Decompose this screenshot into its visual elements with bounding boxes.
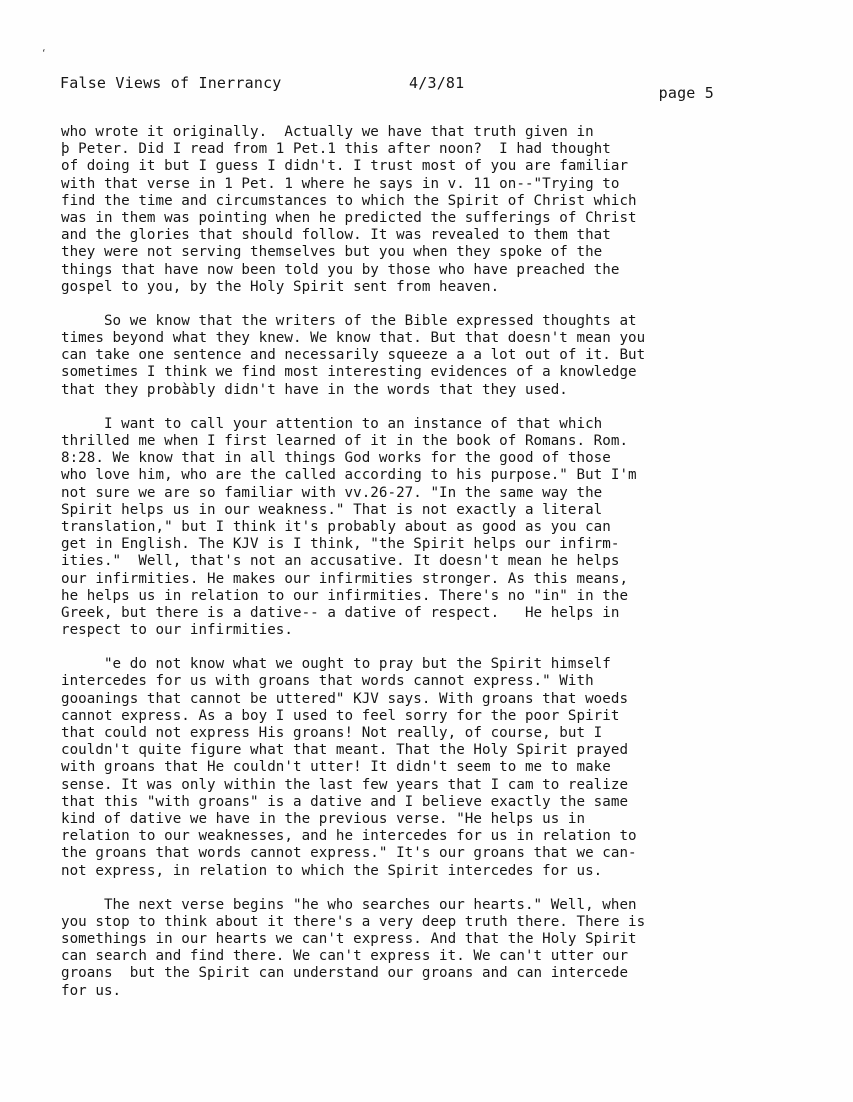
paragraph	[61, 656, 801, 879]
text-line: ities." Well, that's not an accusative. It doesn't mean he helps	[61, 553, 620, 570]
paragraph	[61, 897, 801, 1000]
document-date: 4/3/81	[409, 74, 465, 92]
paragraph	[61, 313, 801, 399]
text-line: our infirmities. He makes our infirmities stronger. As this means,	[61, 570, 629, 587]
text-line: can search and find there. We can't express it. We can't utter our	[61, 948, 629, 965]
paragraph	[61, 124, 801, 296]
text-line: sense. It was only within the last few years that I cam to realize	[61, 776, 629, 793]
paragraph	[61, 416, 801, 639]
text-line: groans but the Spirit can understand our groans and can intercede	[61, 965, 629, 982]
text-line: they were not serving themselves but you when they spoke of the	[61, 244, 603, 261]
text-line: 8:28. We know that in all things God works for the good of those	[61, 450, 611, 467]
text-line: intercedes for us with groans that words cannot express." With	[61, 673, 594, 690]
text-line: Greek, but there is a dative-- a dative of respect. He helps in	[61, 604, 620, 621]
text-line: gooanings that cannot be uttered" KJV says. With groans that woeds	[61, 690, 629, 707]
text-line: who love him, who are the called according to his purpose." But I'm	[61, 467, 637, 484]
text-line: I want to call your attention to an instance of that which	[61, 415, 603, 432]
text-line: kind of dative we have in the previous verse. "He helps us in	[61, 810, 586, 827]
text-line: times beyond what they knew. We know that. But that doesn't mean you	[61, 330, 646, 347]
text-line: the groans that words cannot express." It's our groans that we can-	[61, 845, 637, 862]
text-line: The next verse begins "he who searches our hearts." Well, when	[61, 896, 637, 913]
body-text	[61, 124, 801, 1017]
text-line: of doing it but I guess I didn't. I trust most of you are familiar	[61, 158, 629, 175]
text-line: respect to our infirmities.	[61, 622, 293, 639]
document-title: False Views of Inerrancy	[60, 74, 282, 92]
text-line: sometimes I think we find most interesting evidences of a knowledge	[61, 364, 637, 381]
text-line: was in them was pointing when he predicted the sufferings of Christ	[61, 209, 637, 226]
text-line: þ Peter. Did I read from 1 Pet.1 this after noon? I had thought	[61, 141, 611, 158]
text-line: you stop to think about it there's a very deep truth there. There is	[61, 913, 646, 930]
text-line: relation to our weaknesses, and he intercedes for us in relation to	[61, 828, 637, 845]
text-line: gospel to you, by the Holy Spirit sent from heaven.	[61, 278, 500, 295]
text-line: things that have now been told you by those who have preached the	[61, 261, 620, 278]
text-line: thrilled me when I first learned of it in the book of Romans. Rom.	[61, 433, 629, 449]
text-line: with that verse in 1 Pet. 1 where he says in v. 11 on--"Trying to	[61, 175, 620, 192]
text-line: with groans that He couldn't utter! It didn't seem to me to make	[61, 759, 611, 776]
text-line: who wrote it originally. Actually we have that truth given in	[61, 124, 594, 140]
text-line: Spirit helps us in our weakness." That is not exactly a literal	[61, 501, 603, 518]
text-line: cannot express. As a boy I used to feel sorry for the poor Spirit	[61, 707, 620, 724]
text-line: not express, in relation to which the Spirit intercedes for us.	[61, 862, 603, 879]
text-line: find the time and circumstances to which the Spirit of Christ which	[61, 192, 637, 209]
text-line: "e do not know what we ought to pray but the Spirit himself	[61, 656, 611, 673]
text-line: not sure we are so familiar with vv.26-27. "In the same way the	[61, 484, 603, 501]
stray-mark: ‘	[41, 49, 47, 59]
text-line: can take one sentence and necessarily squeeze a a lot out of it. But	[61, 347, 646, 364]
text-line: translation," but I think it's probably about as good as you can	[61, 518, 611, 535]
text-line: that this "with groans" is a dative and I believe exactly the same	[61, 793, 629, 810]
page-header	[60, 74, 800, 104]
text-line: that they probàbly didn't have in the words that they used.	[61, 381, 568, 398]
text-line: couldn't quite figure what that meant. That the Holy Spirit prayed	[61, 742, 629, 759]
text-line: somethings in our hearts we can't express. And that the Holy Spirit	[61, 931, 637, 948]
text-line: he helps us in relation to our infirmities. There's no "in" in the	[61, 587, 629, 604]
page-number: page 5	[658, 84, 714, 102]
text-line: for us.	[61, 982, 122, 999]
text-line: get in English. The KJV is I think, "the Spirit helps our infirm-	[61, 536, 620, 553]
text-line: that could not express His groans! Not really, of course, but I	[61, 725, 603, 741]
text-line: and the glories that should follow. It was revealed to them that	[61, 227, 611, 244]
text-line: So we know that the writers of the Bible expressed thoughts at	[61, 312, 637, 329]
